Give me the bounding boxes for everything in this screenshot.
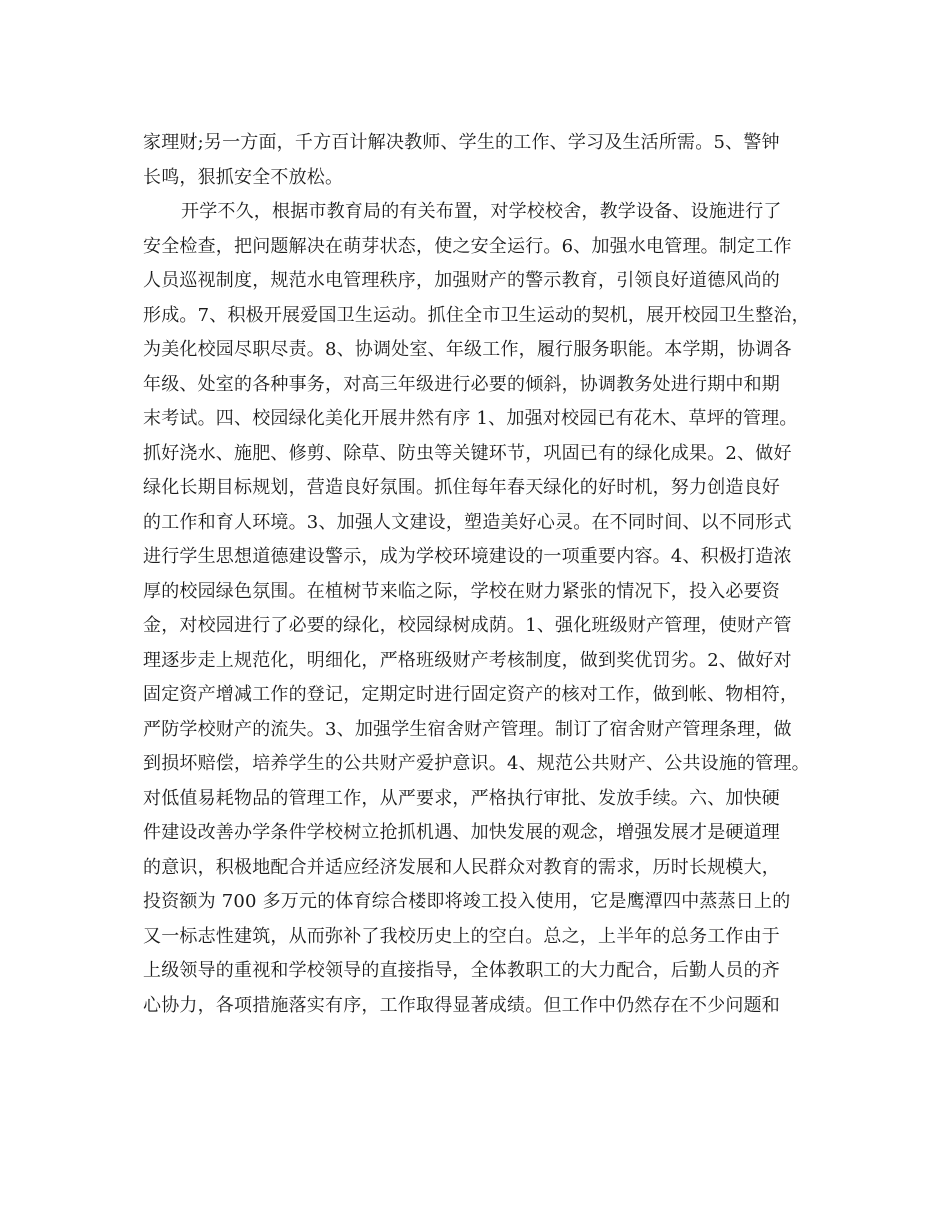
text-line: 严防学校财产的流失。3、加强学生宿舍财产管理。制订了宿舍财产管理条理，做: [143, 718, 792, 740]
text-line: 安全检查，把问题解决在萌芽状态，使之安全运行。6、加强水电管理。制定工作: [143, 235, 792, 257]
text-line: 到损坏赔偿，培养学生的公共财产爱护意识。4、规范公共财产、公共设施的管理。: [143, 753, 810, 774]
text-line: 对低值易耗物品的管理工作，从严要求，严格执行审批、发放手续。六、加快硬: [143, 787, 780, 809]
body-text: [143, 126, 833, 1023]
text-line: 件建设改善办学条件学校树立抢抓机遇、加快发展的观念，增强发展才是硬道理: [143, 822, 780, 843]
text-line: 抓好浇水、施肥、修剪、除草、防虫等关键环节，巩固已有的绿化成果。2、做好: [143, 442, 792, 464]
text-line: 的工作和育人环境。3、加强人文建设，塑造美好心灵。在不同时间、以不同形式: [143, 511, 792, 533]
text-line: 家理财;另一方面，千方百计解决教师、学生的工作、学习及生活所需。5、警钟: [143, 132, 780, 153]
text-line: 绿化长期目标规划，营造良好氛围。抓住每年春天绿化的好时机，努力创造良好: [143, 477, 780, 498]
text-line-indented: 开学不久，根据市教育局的有关布置，对学校校舍，教学设备、设施进行了: [181, 201, 782, 222]
text-line: 为美化校园尽职尽责。8、协调处室、年级工作，履行服务职能。本学期，协调各: [143, 339, 792, 360]
text-line: 心协力，各项措施落实有序，工作取得显著成绩。但工作中仍然存在不少问题和: [143, 994, 780, 1016]
text-line: 年级、处室的各种事务，对高三年级进行必要的倾斜，协调教务处进行期中和期: [143, 373, 780, 395]
text-line: 进行学生思想道德建设警示，成为学校环境建设的一项重要内容。4、积极打造浓: [143, 546, 792, 567]
text-line: 厚的校园绿色氛围。在植树节来临之际，学校在财力紧张的情况下，投入必要资: [143, 580, 780, 602]
text-line: 理逐步走上规范化，明细化，严格班级财产考核制度，做到奖优罚劣。2、做好对: [143, 649, 792, 671]
text-line: 的意识，积极地配合并适应经济发展和人民群众对教育的需求，历时长规模大，: [143, 856, 780, 878]
text-line: 末考试。四、校园绿化美化开展井然有序 1、加强对校园已有花木、草坪的管理。: [143, 408, 798, 429]
text-line: 长鸣，狠抓安全不放松。: [143, 166, 344, 188]
text-line: 固定资产增减工作的登记，定期定时进行固定资产的核对工作，做到帐、物相符，: [143, 684, 799, 705]
text-line: 形成。7、积极开展爱国卫生运动。抓住全市卫生运动的契机，展开校园卫生整治，: [143, 304, 810, 326]
text-line: 又一标志性建筑，从而弥补了我校历史上的空白。总之，上半年的总务工作由于: [143, 925, 780, 947]
text-line: 人员巡视制度，规范水电管理秩序，加强财产的警示教育，引领良好道德风尚的: [143, 270, 780, 291]
text-line: 投资额为 700 多万元的体育综合楼即将竣工投入使用，它是鹰潭四中蒸蒸日上的: [143, 891, 791, 912]
text-line: 上级领导的重视和学校领导的直接指导，全体教职工的大力配合，后勤人员的齐: [143, 960, 780, 981]
text-line: 金，对校园进行了必要的绿化，校园绿树成荫。1、强化班级财产管理，使财产管: [143, 615, 792, 636]
